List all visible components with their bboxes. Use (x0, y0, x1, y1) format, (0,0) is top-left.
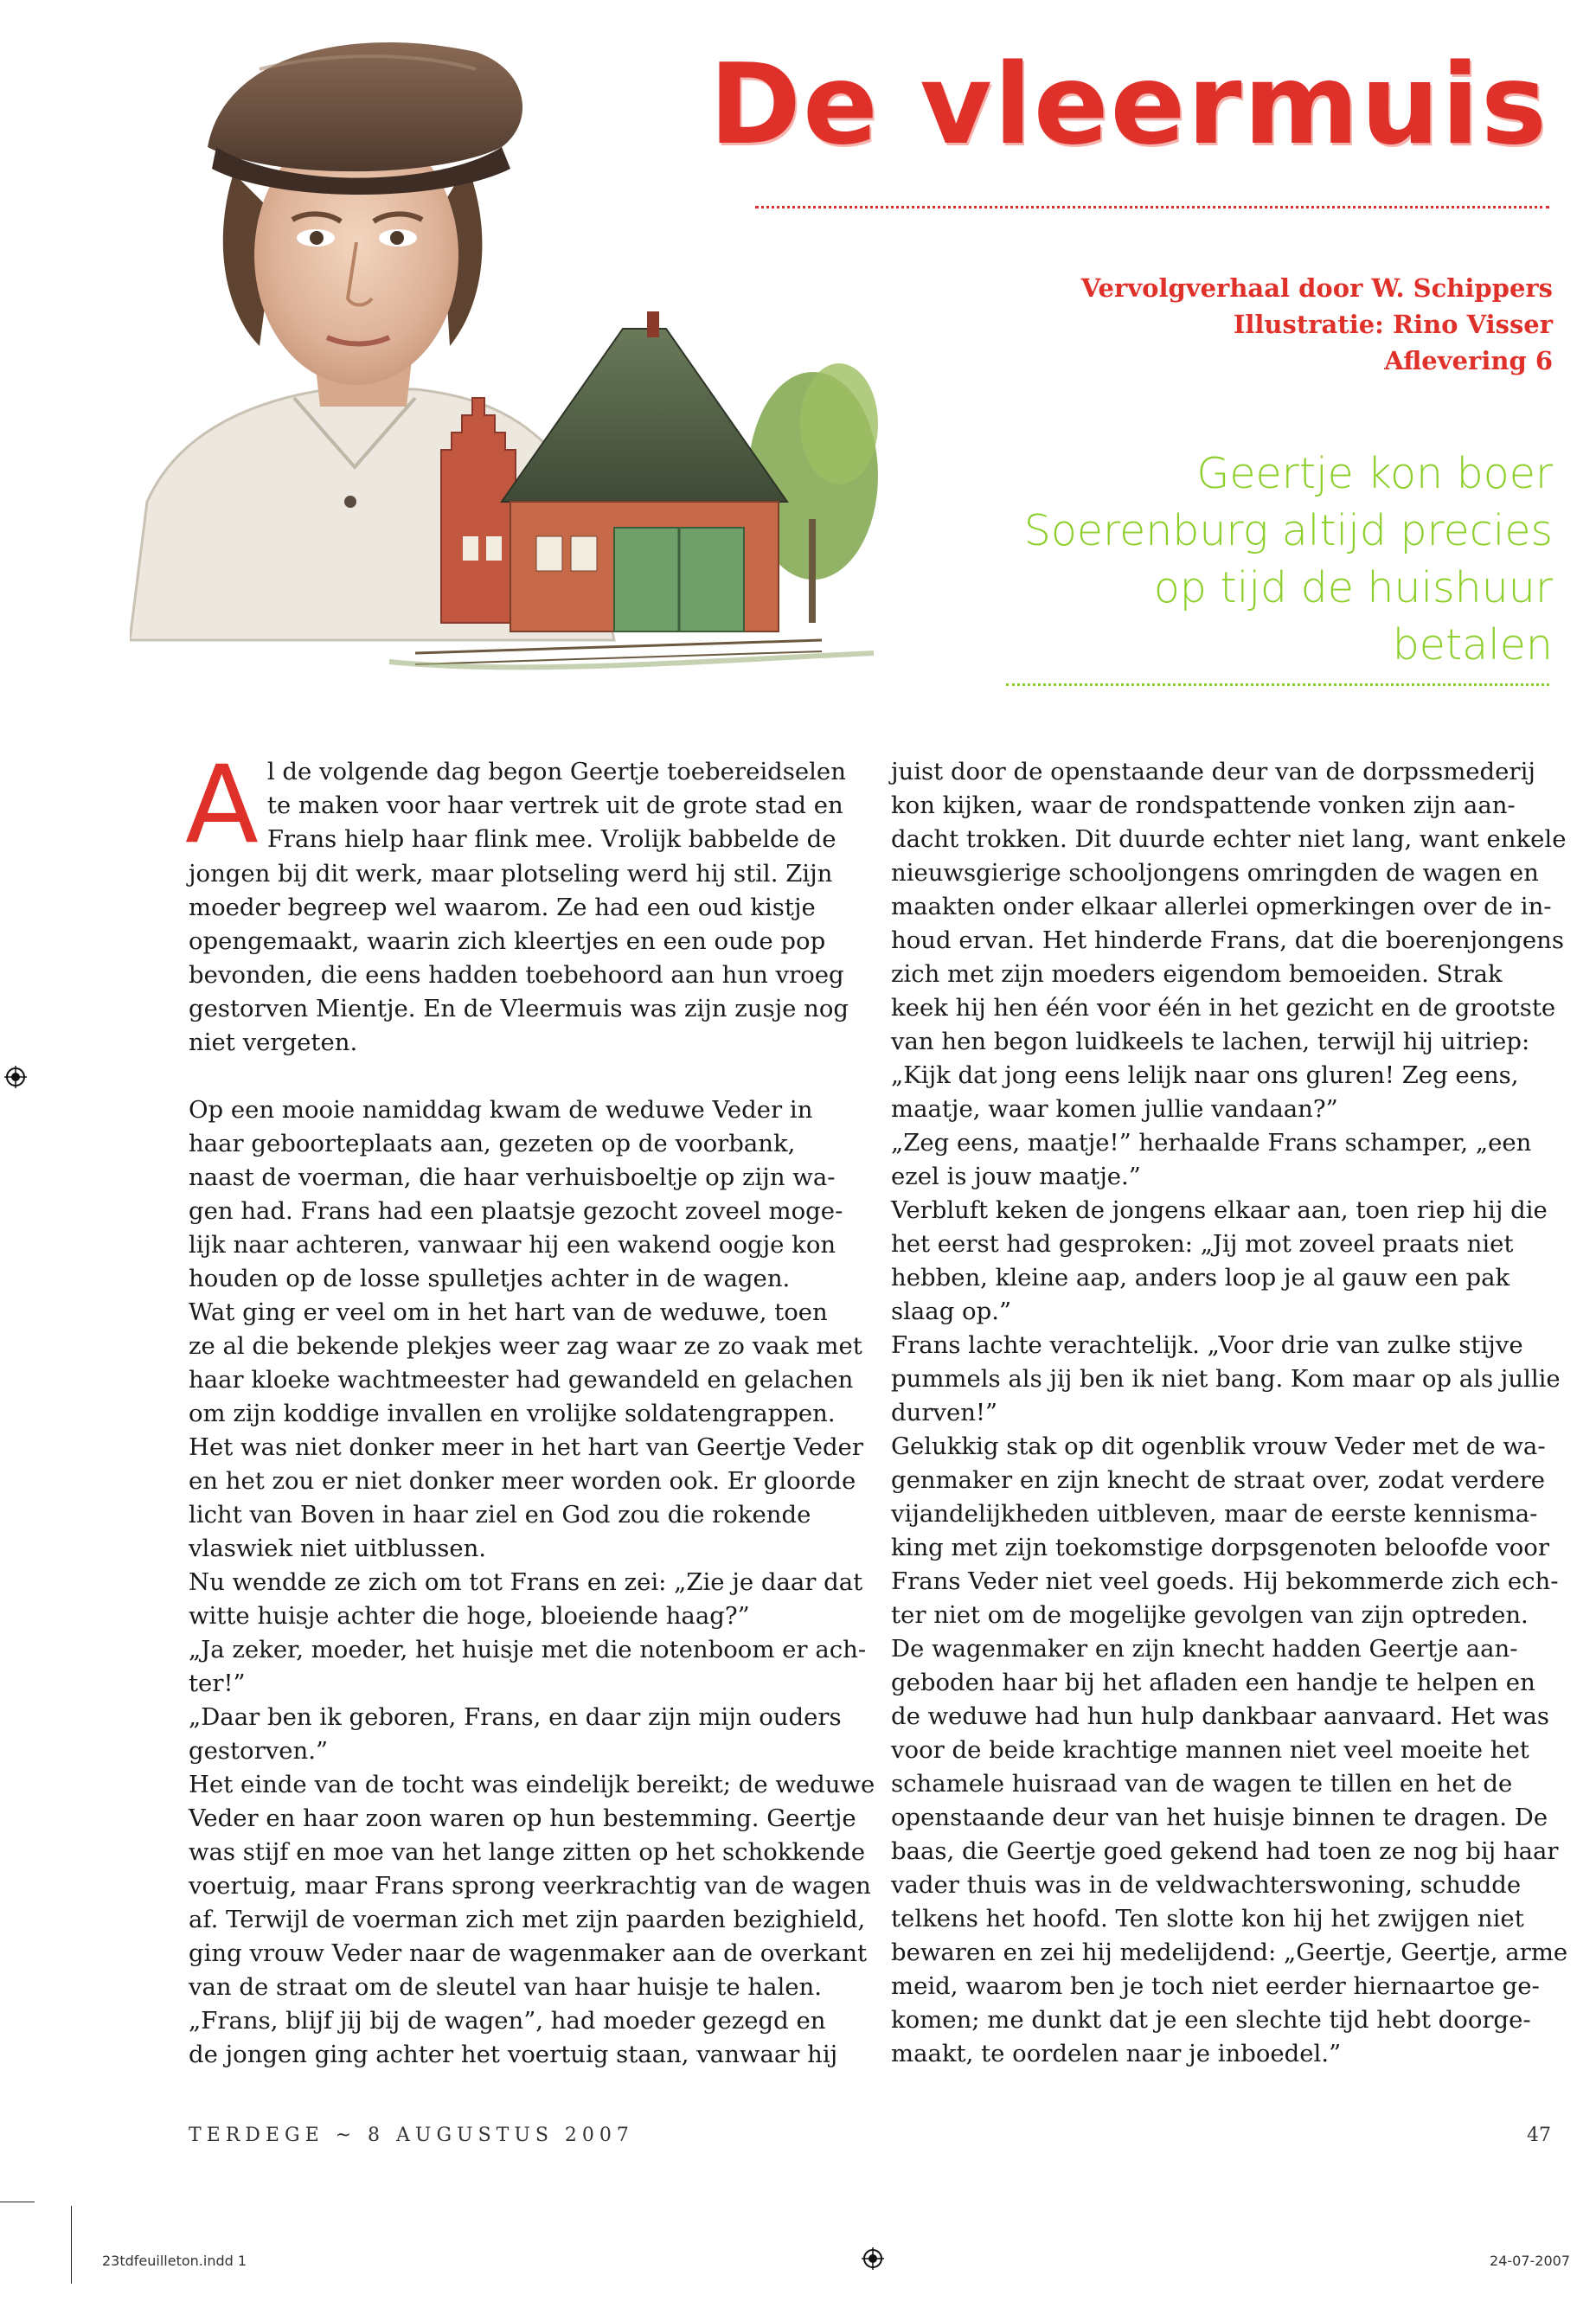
farmhouse (389, 311, 878, 667)
page-number: 47 (1527, 2125, 1551, 2146)
text-line: lijk naar achteren, vanwaar hij een wakend oogje kon (189, 1231, 836, 1259)
text-line: durven!” (891, 1399, 998, 1426)
text-line: het eerst had gesproken: „Jij mot zoveel praats niet (891, 1230, 1514, 1258)
text-line: gestorven.” (189, 1737, 329, 1765)
text-line: gen had. Frans had een plaatsje gezocht zoveel moge- (189, 1197, 843, 1225)
subtitle (947, 445, 1553, 674)
text-line: „Zeg eens, maatje!” herhaalde Frans schamper, „een (891, 1129, 1532, 1157)
text-line: voor de beide krachtige mannen niet veel moeite het (891, 1736, 1529, 1764)
text-line: vader thuis was in de veldwachterswoning, schudde (891, 1871, 1522, 1899)
text-line: Gelukkig stak op dit ogenblik vrouw Veder met de wa- (891, 1433, 1546, 1460)
text-line: nieuwsgierige schooljongens omringden de wagen en (891, 859, 1539, 887)
text-line: juist door de openstaande deur van de dorpssmederij (891, 758, 1535, 785)
subtitle-line: op tijd de huishuur (1153, 563, 1553, 612)
text-line: niet vergeten. (189, 1029, 358, 1056)
text-line: keek hij hen één voor één in het gezicht en de grootste (891, 994, 1556, 1022)
text-line: vlaswiek niet uitblussen. (189, 1535, 487, 1562)
text-line: was stijf en moe van het lange zitten op het schokkende (189, 1838, 866, 1866)
crop-mark (71, 2206, 72, 2284)
title-rule (755, 206, 1549, 208)
article-column-right (891, 755, 1568, 2071)
text-line: Wat ging er veel om in het hart van de weduwe, toen (189, 1298, 828, 1326)
cap (208, 42, 522, 171)
text-line: maakten onder elkaar allerlei opmerkingen over de in- (891, 893, 1552, 920)
credit-illustrator: Illustratie: Rino Visser (1233, 310, 1553, 339)
text-line: jongen bij dit werk, maar plotseling werd hij stil. Zijn (189, 860, 833, 888)
article-title: De vleermuis (708, 41, 1548, 170)
subtitle-line: Geertje kon boer (1196, 449, 1553, 498)
text-line: witte huisje achter die hoge, bloeiende haag?” (189, 1602, 750, 1630)
text-line: ging vrouw Veder naar de wagenmaker aan de overkant (189, 1939, 868, 1967)
text-line: ezel is jouw maatje.” (891, 1163, 1141, 1190)
text-line: dacht trokken. Dit duurde echter niet lang, want enkele (891, 825, 1567, 853)
text-line: vijandelijkheden uitbleven, maar de eerste kennisma- (891, 1500, 1538, 1528)
text-line: „Daar ben ik geboren, Frans, en daar zijn mijn ouders (189, 1703, 842, 1731)
text-line: bevonden, die eens hadden toebehoord aan hun vroeg (189, 961, 844, 989)
text-line: de jongen ging achter het voertuig staan, vanwaar hij (189, 2041, 838, 2068)
text-line: pummels als jij ben ik niet bang. Kom maar op als jullie (891, 1365, 1561, 1393)
text-line: „Kijk dat jong eens lelijk naar ons gluren! Zeg eens, (891, 1061, 1519, 1089)
paragraph-gap (189, 1060, 855, 1093)
text-line: en het zou er niet donker meer worden ook. Er gloorde (189, 1467, 856, 1495)
credits (1081, 270, 1553, 379)
text-line: Het einde van de tocht was eindelijk bereikt; de weduwe (189, 1771, 875, 1798)
text-line: telkens het hoofd. Ten slotte kon hij het zwijgen niet (891, 1905, 1524, 1932)
text-line: meid, waarom ben je toch niet eerder hiernaartoe ge- (891, 1972, 1540, 2000)
drop-cap: A (185, 743, 259, 868)
left-body (189, 857, 875, 2072)
text-line: king met zijn toekomstige dorpsgenoten beloofde voor (891, 1534, 1550, 1561)
subtitle-line: betalen (1392, 620, 1553, 670)
text-line: gestorven Mientje. En de Vleermuis was zijn zusje nog (189, 995, 849, 1022)
article-column-left (185, 743, 875, 2072)
slug-filename: 23tdfeuilleton.indd 1 (102, 2253, 247, 2269)
text-line: kon kijken, waar de rondspattende vonken zijn aan- (891, 792, 1516, 819)
text-line: ter niet om de mogelijke gevolgen van zijn optreden. (891, 1601, 1529, 1629)
text-line: af. Terwijl de voerman zich met zijn paarden bezighield, (189, 1906, 866, 1933)
text-line: Frans hielp haar flink mee. Vrolijk babbelde de (266, 825, 836, 853)
text-line: l de volgende dag begon Geertje toebereidselen (266, 758, 846, 785)
credit-episode: Aflevering 6 (1384, 346, 1553, 375)
subtitle-rule (1006, 683, 1549, 686)
text-line: Frans Veder niet veel goeds. Hij bekommerde zich ech- (891, 1567, 1559, 1595)
text-line: ter!” (189, 1670, 246, 1697)
text-line: Nu wendde ze zich om tot Frans en zei: „Zie je daar dat (189, 1568, 863, 1596)
text-line: Verbluft keken de jongens elkaar aan, toen riep hij die (891, 1196, 1548, 1224)
subtitle-line: Soerenburg altijd precies (1023, 506, 1553, 555)
text-line: slaag op.” (891, 1298, 1012, 1325)
text-line: opengemaakt, waarin zich kleertjes en een oude pop (189, 927, 826, 955)
text-line: naast de voerman, die haar verhuisboeltje op zijn wa- (189, 1163, 836, 1191)
text-line: bewaren en zei hij medelijdend: „Geertje, Geertje, arme (891, 1939, 1568, 1966)
text-line: Het was niet donker meer in het hart van Geertje Veder (189, 1433, 863, 1461)
credit-author: Vervolgverhaal door W. Schippers (1080, 273, 1553, 303)
text-line: De wagenmaker en zijn knecht hadden Geertje aan- (891, 1635, 1518, 1663)
registration-mark-icon (862, 2247, 884, 2270)
publication-footer: TERDEGE ~ 8 AUGUSTUS 2007 (189, 2125, 634, 2146)
text-line: Frans lachte verachtelijk. „Voor drie van zulke stijve (891, 1331, 1523, 1359)
text-line: ze al die bekende plekjes weer zag waar ze zo vaak met (189, 1332, 862, 1360)
text-line: Op een mooie namiddag kwam de weduwe Veder in (189, 1096, 813, 1124)
text-line: van de straat om de sleutel van haar huisje te halen. (189, 1973, 822, 2001)
text-line: komen; me dunkt dat je een slechte tijd hebt doorge- (891, 2006, 1531, 2034)
text-line: geboden haar bij het afladen een handje te helpen en (891, 1669, 1535, 1696)
text-line: baas, die Geertje goed gekend had toen ze nog bij haar (891, 1837, 1559, 1865)
text-line: de weduwe had hun hulp dankbaar aanvaard. Het was (891, 1702, 1550, 1730)
text-line: houden op de losse spulletjes achter in de wagen. (189, 1265, 791, 1292)
text-line: voertuig, maar Frans sprong veerkrachtig van de wagen (189, 1872, 871, 1900)
registration-mark-icon (4, 1066, 27, 1088)
text-line: houd ervan. Het hinderde Frans, dat die boerenjongens (891, 926, 1564, 954)
text-line: openstaande deur van het huisje binnen te dragen. De (891, 1804, 1548, 1831)
text-line: genmaker en zijn knecht de straat over, zodat verdere (891, 1466, 1546, 1494)
text-line: om zijn koddige invallen en vrolijke soldatengrappen. (189, 1400, 836, 1427)
text-line: van hen begon luidkeels te lachen, terwijl hij uitriep: (891, 1028, 1530, 1055)
text-line: „Ja zeker, moeder, het huisje met die notenboom er ach- (189, 1636, 867, 1663)
text-line: Veder en haar zoon waren op hun bestemming. Geertje (189, 1804, 856, 1832)
text-line: maakt, te oordelen naar je inboedel.” (891, 2040, 1342, 2067)
slug-date: 24-07-2007 (1490, 2253, 1570, 2269)
text-line: zich met zijn moeders eigendom bemoeiden. Strak (891, 960, 1503, 988)
text-line: licht van Boven in haar ziel en God zou die rokende (189, 1501, 811, 1529)
text-line: moeder begreep wel waarom. Ze had een oud kistje (189, 894, 816, 921)
text-line: haar geboorteplaats aan, gezeten op de voorbank, (189, 1130, 796, 1157)
right-body (891, 755, 1568, 2071)
text-line: maatje, waar komen jullie vandaan?” (891, 1095, 1338, 1123)
text-line: schamele huisraad van de wagen te tillen en het de (891, 1770, 1513, 1798)
text-line: haar kloeke wachtmeester had gewandeld en gelachen (189, 1366, 854, 1394)
text-line: hebben, kleine aap, anders loop je al gauw een pak (891, 1264, 1510, 1292)
text-line: „Frans, blijf jij bij de wagen”, had moeder gezegd en (189, 2007, 826, 2035)
text-line: te maken voor haar vertrek uit de grote stad en (266, 792, 843, 819)
